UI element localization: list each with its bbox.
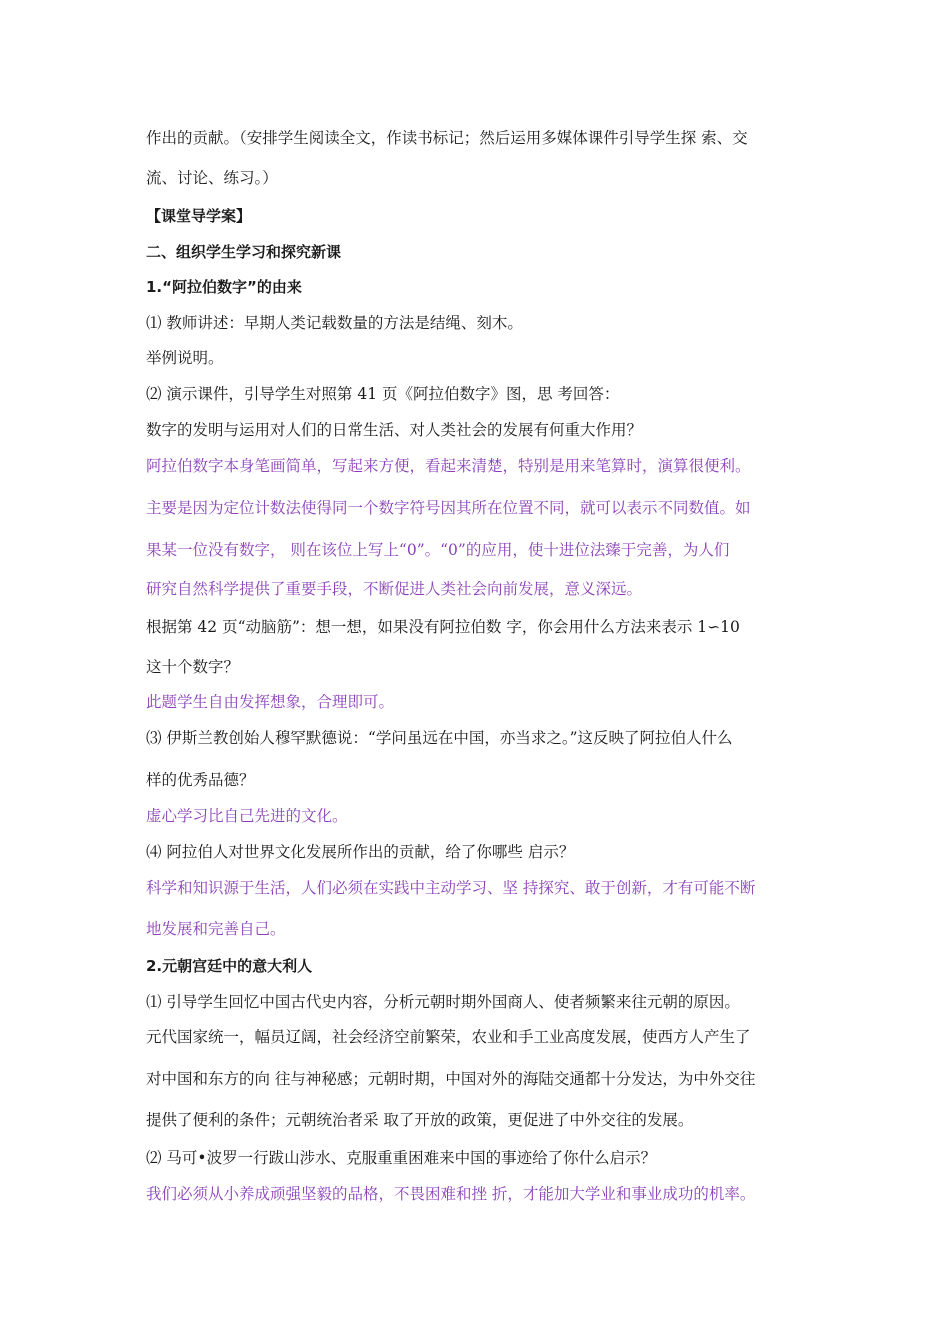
answer-line: 科学和知识源于生活，人们必须在实践中主动学习、坚 持探究、敢于创新，才有可能不断 [146,879,756,897]
question-line: ⑷ 阿拉伯人对世界文化发展所作出的贡献，给了你哪些 启示？ [146,843,575,861]
paragraph-line: 元代国家统一，幅员辽阔，社会经济空前繁荣，农业和手工业高度发展，使西方人产生了 [146,1028,751,1046]
answer-line: 地发展和完善自己。 [146,920,286,938]
question-line: ⑵ 马可•波罗一行跋山涉水、克服重重困难来中国的事迹给了你什么启示？ [146,1149,657,1167]
question-line: 这十个数字？ [146,658,240,676]
question-line: 根据第 42 页“动脑筋”：想一想，如果没有阿拉伯数 字，你会用什么方法来表示 1∽10 [146,618,740,636]
answer-line: 果某一位没有数字， 则在该位上写上“0”。“0”的应用，使十进位法臻于完善，为人们 [146,541,730,559]
subsection-heading: 2.元朝宫廷中的意大利人 [146,957,313,975]
paragraph-line: 举例说明。 [146,349,224,367]
answer-line: 阿拉伯数字本身笔画简单，写起来方便，看起来清楚，特别是用来笔算时，演算很便利。 [146,457,751,475]
question-line: ⑶ 伊斯兰教创始人穆罕默德说：“学问虽远在中国，亦当求之。”这反映了阿拉伯人什么 [146,729,733,747]
subsection-heading: 1.“阿拉伯数字”的由来 [146,278,302,296]
answer-line: 研究自然科学提供了重要手段，不断促进人类社会向前发展，意义深远。 [146,580,643,598]
question-line: ⑴ 引导学生回忆中国古代史内容，分析元朝时期外国商人、使者频繁来往元朝的原因。 [146,993,740,1011]
paragraph-line: 对中国和东方的向 往与神秘感；元朝时期，中国对外的海陆交通都十分发达，为中外交往 [146,1070,756,1088]
answer-line: 虚心学习比自己先进的文化。 [146,807,348,825]
answer-line: 我们必须从小养成顽强坚毅的品格，不畏困难和挫 折，才能加大学业和事业成功的机率。 [146,1185,756,1203]
section-heading: 二、组织学生学习和探究新课 [146,243,342,261]
question-line: 数字的发明与运用对人们的日常生活、对人类社会的发展有何重大作用？ [146,421,643,439]
question-line: 样的优秀品德？ [146,771,255,789]
section-heading: 【课堂导学案】 [146,207,252,225]
paragraph-line: 流、讨论、练习。） [146,169,278,187]
answer-line: 主要是因为定位计数法使得同一个数字符号因其所在位置不同，就可以表示不同数值。如 [146,499,751,517]
question-line: ⑴ 教师讲述：早期人类记载数量的方法是结绳、刻木。 [146,314,523,332]
question-line: ⑵ 演示课件，引导学生对照第 41 页《阿拉伯数字》图，思 考回答： [146,385,620,403]
paragraph-line: 提供了便利的条件；元朝统治者采 取了开放的政策，更促进了中外交往的发展。 [146,1111,694,1129]
answer-line: 此题学生自由发挥想象，合理即可。 [146,693,395,711]
paragraph-line: 作出的贡献。（安排学生阅读全文，作读书标记；然后运用多媒体课件引导学生探 索、交 [146,129,748,147]
